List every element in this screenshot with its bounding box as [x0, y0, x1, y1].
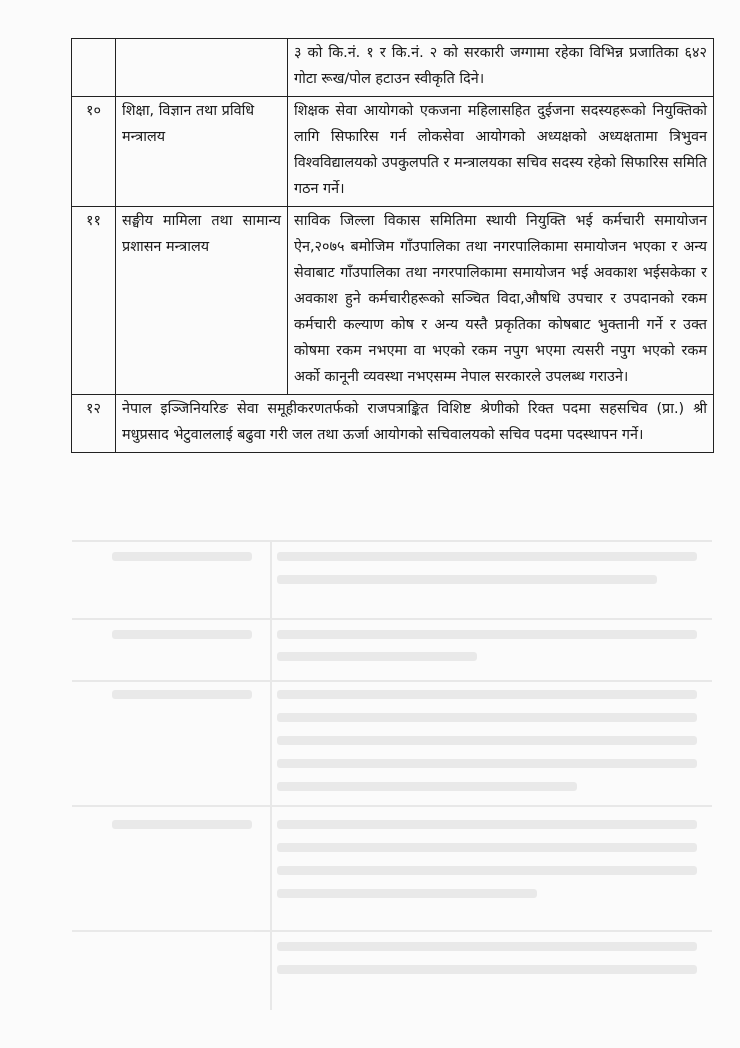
row-number: १० [72, 97, 116, 207]
ministry-name: शिक्षा, विज्ञान तथा प्रविधि मन्त्रालय [116, 97, 288, 207]
table-row [72, 395, 714, 453]
ministry-name: सङ्घीय मामिला तथा सामान्य प्रशासन मन्त्रालय [116, 207, 288, 395]
row-number: १२ [72, 395, 116, 453]
table-row [72, 207, 714, 395]
row-number [72, 39, 116, 97]
bleed-through-background [72, 530, 712, 1030]
decision-text: साविक जिल्ला विकास समितिमा स्थायी नियुक्ति भई कर्मचारी समायोजन ऐन,२०७५ बमोजिम गाँउपालिका तथा नगरपालिकामा समायोजन भएका र अन्य सेवाबाट गाँउपालिका तथा नगरपालिकामा समायोजन भई अवकाश भईसकेका र अवकाश हुने कर्मचारीहरूको सञ्चित विदा,औषधि उपचार र उपदानको रकम कर्मचारी कल्याण कोष र अन्य यस्तै प्रकृतिका कोषबाट भुक्तानी गर्ने र उक्त कोषमा रकम नभएमा वा भएको रकम नपुग भएमा त्यसरी नपुग भएको रकम अर्को कानूनी व्यवस्था नभएसम्म नेपाल सरकारले उपलब्ध गराउने। [288, 207, 714, 395]
decisions-table [71, 38, 714, 453]
decision-text: ३ को कि.नं. १ र कि.नं. २ को सरकारी जग्गामा रहेका विभिन्न प्रजातिका ६४२ गोटा रूख/पोल हटाउन स्वीकृति दिने। [288, 39, 714, 97]
ministry-name [116, 39, 288, 97]
decision-text: शिक्षक सेवा आयोगको एकजना महिलासहित दुईजना सदस्यहरूको नियुक्तिको लागि सिफारिस गर्न लोकसेवा आयोगको अध्यक्षको अध्यक्षतामा त्रिभुवन विश्वविद्यालयको उपकुलपति र मन्त्रालयका सचिव सदस्य रहेको सिफारिस समिति गठन गर्ने। [288, 97, 714, 207]
table-row [72, 97, 714, 207]
table-row [72, 39, 714, 97]
decision-text: नेपाल इञ्जिनियरिङ सेवा समूहीकरणतर्फको राजपत्राङ्कित विशिष्ट श्रेणीको रिक्त पदमा सहसचिव (प्रा.) श्री मधुप्रसाद भेटुवाललाई बढुवा गरी जल तथा ऊर्जा आयोगको सचिवालयको सचिव पदमा पदस्थापन गर्ने। [116, 395, 714, 453]
row-number: ११ [72, 207, 116, 395]
